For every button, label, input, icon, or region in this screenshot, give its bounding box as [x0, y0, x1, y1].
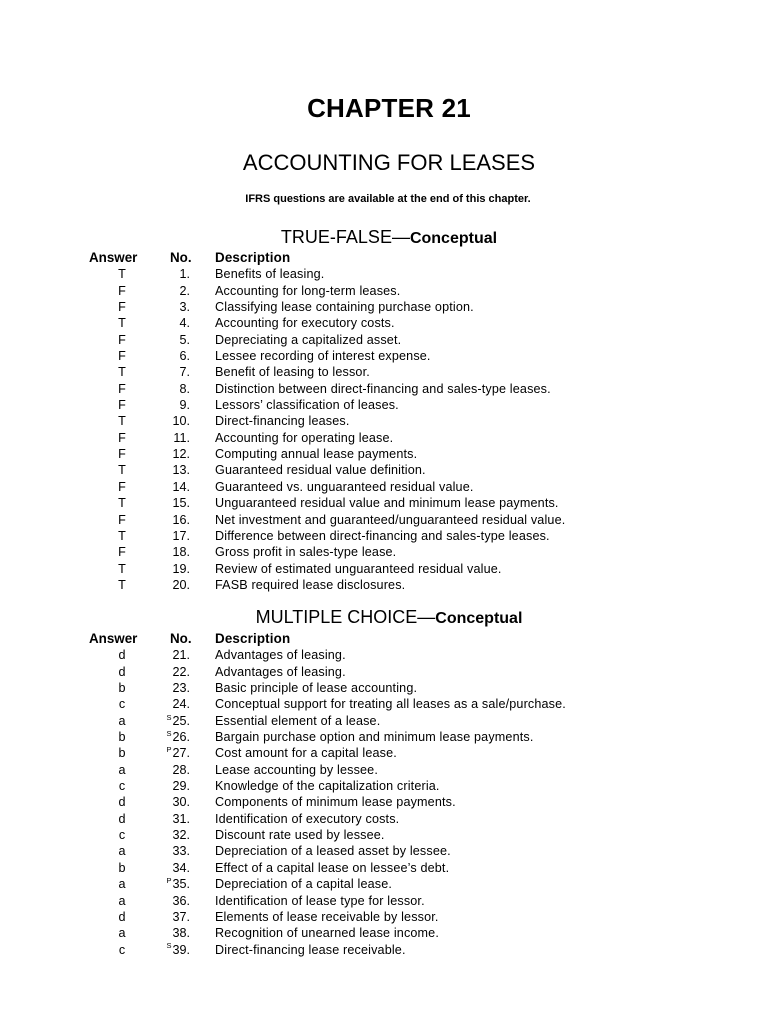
- table-row: [0, 348, 768, 364]
- description-cell: Distinction between direct-financing and sales-type leases.: [215, 381, 551, 396]
- number-cell: [150, 430, 190, 446]
- description-cell: Advantages of leasing.: [215, 648, 346, 663]
- answer-cell: F: [118, 381, 126, 396]
- number-cell: [150, 811, 190, 827]
- description-cell: Net investment and guaranteed/unguaranteed residual value.: [215, 512, 566, 527]
- number-cell: [150, 462, 190, 478]
- chapter-heading: CHAPTER 21: [307, 93, 471, 123]
- table-row: [0, 561, 768, 577]
- number-cell: [150, 680, 190, 696]
- answer-cell: d: [118, 795, 126, 810]
- description-cell: Recognition of unearned lease income.: [215, 926, 439, 941]
- description-column-header: Description: [215, 250, 291, 265]
- table-row: [0, 430, 768, 446]
- table-row: [0, 664, 768, 680]
- description-cell: Accounting for long-term leases.: [215, 283, 401, 298]
- number-value: 3.: [179, 300, 190, 315]
- table-row: [0, 680, 768, 696]
- answer-cell: d: [118, 811, 126, 826]
- description-cell: Gross profit in sales-type lease.: [215, 545, 397, 560]
- description-cell: Essential element of a lease.: [215, 713, 381, 728]
- number-value: 14.: [172, 479, 190, 494]
- description-cell: Cost amount for a capital lease.: [215, 746, 397, 761]
- table-row: [0, 315, 768, 331]
- number-value: 21.: [172, 648, 190, 663]
- number-cell: [150, 348, 190, 364]
- number-value: 22.: [172, 664, 190, 679]
- answer-column-header: Answer: [89, 250, 138, 265]
- table-row: [0, 462, 768, 478]
- table-row: [0, 397, 768, 413]
- description-cell: Guaranteed vs. unguaranteed residual value.: [215, 479, 474, 494]
- description-cell: Lease accounting by lessee.: [215, 762, 378, 777]
- table-row: [0, 495, 768, 511]
- answer-cell: a: [118, 877, 126, 892]
- description-cell: Lessee recording of interest expense.: [215, 349, 431, 364]
- table-row: [0, 283, 768, 299]
- number-cell: [150, 561, 190, 577]
- description-cell: Difference between direct-financing and sales-type leases.: [215, 528, 550, 543]
- table-row: [0, 843, 768, 859]
- table-row: [0, 413, 768, 429]
- answer-cell: T: [118, 414, 126, 429]
- description-cell: Guaranteed residual value definition.: [215, 463, 426, 478]
- number-cell: [150, 942, 190, 958]
- table-row: [0, 381, 768, 397]
- answer-cell: T: [118, 561, 126, 576]
- number-value: 17.: [172, 528, 190, 543]
- description-cell: Lessors’ classification of leases.: [215, 398, 399, 413]
- description-cell: Discount rate used by lessee.: [215, 828, 385, 843]
- answer-cell: d: [118, 909, 126, 924]
- description-cell: Depreciation of a leased asset by lessee.: [215, 844, 451, 859]
- table-header-row: [0, 631, 768, 647]
- number-cell: [150, 446, 190, 462]
- table-row: [0, 479, 768, 495]
- table-row: [0, 266, 768, 282]
- description-cell: Review of estimated unguaranteed residual value.: [215, 561, 502, 576]
- table-row: [0, 794, 768, 810]
- number-value: 19.: [172, 561, 190, 576]
- answer-cell: c: [118, 828, 126, 843]
- number-cell: [150, 364, 190, 380]
- answer-cell: c: [118, 942, 126, 957]
- description-cell: Depreciating a capitalized asset.: [215, 332, 402, 347]
- number-value: 28.: [172, 762, 190, 777]
- number-cell: [150, 794, 190, 810]
- question-mark-superscript: S: [166, 941, 172, 951]
- number-cell: [150, 647, 190, 663]
- number-cell: [150, 745, 190, 761]
- description-cell: Accounting for executory costs.: [215, 316, 395, 331]
- answer-cell: d: [118, 648, 126, 663]
- question-mark-superscript: P: [166, 745, 172, 755]
- description-cell: Depreciation of a capital lease.: [215, 877, 393, 892]
- number-cell: [150, 909, 190, 925]
- description-cell: Identification of lease type for lessor.: [215, 893, 425, 908]
- table-row: [0, 696, 768, 712]
- table-row: [0, 876, 768, 892]
- answer-cell: b: [118, 681, 126, 696]
- description-cell: Direct-financing leases.: [215, 414, 350, 429]
- table-row: [0, 332, 768, 348]
- table-row: [0, 860, 768, 876]
- answer-cell: a: [118, 762, 126, 777]
- table-row: [0, 713, 768, 729]
- description-cell: Unguaranteed residual value and minimum lease payments.: [215, 496, 559, 511]
- number-cell: [150, 479, 190, 495]
- number-value: 20.: [172, 577, 190, 592]
- number-value: 38.: [172, 926, 190, 941]
- table-row: [0, 925, 768, 941]
- table-row: [0, 778, 768, 794]
- answer-cell: F: [118, 349, 126, 364]
- table-row: [0, 446, 768, 462]
- table-row: [0, 745, 768, 761]
- number-cell: [150, 925, 190, 941]
- number-value: 1.: [179, 267, 190, 282]
- number-value: 37.: [172, 909, 190, 924]
- description-cell: Classifying lease containing purchase option.: [215, 300, 474, 315]
- number-value: 12.: [172, 447, 190, 462]
- number-value: 6.: [179, 349, 190, 364]
- table-row: [0, 512, 768, 528]
- number-cell: [150, 893, 190, 909]
- number-cell: [150, 495, 190, 511]
- table-row: [0, 942, 768, 958]
- true-false-heading-main: TRUE-FALSE—: [280, 227, 410, 247]
- number-cell: [150, 283, 190, 299]
- answer-cell: F: [118, 447, 126, 462]
- number-value: 18.: [172, 545, 190, 560]
- number-cell: [150, 696, 190, 712]
- table-row: [0, 827, 768, 843]
- answer-cell: F: [118, 479, 126, 494]
- number-cell: [150, 762, 190, 778]
- number-column-header: No.: [170, 250, 192, 265]
- table-row: [0, 893, 768, 909]
- number-cell: [150, 528, 190, 544]
- description-cell: Bargain purchase option and minimum lease payments.: [215, 730, 534, 745]
- answer-cell: a: [118, 713, 126, 728]
- description-cell: Conceptual support for treating all leases as a sale/purchase.: [215, 697, 566, 712]
- number-value: 39.: [172, 942, 190, 957]
- description-cell: Identification of executory costs.: [215, 811, 400, 826]
- multiple-choice-heading-main: MULTIPLE CHOICE—: [255, 607, 436, 627]
- answer-cell: b: [118, 860, 126, 875]
- number-value: 11.: [173, 430, 190, 445]
- answer-cell: F: [118, 430, 126, 445]
- number-cell: [150, 381, 190, 397]
- description-cell: Components of minimum lease payments.: [215, 795, 456, 810]
- answer-cell: F: [118, 300, 126, 315]
- description-cell: Effect of a capital lease on lessee’s debt.: [215, 860, 450, 875]
- true-false-heading-sub: Conceptual: [409, 230, 498, 247]
- number-cell: [150, 332, 190, 348]
- answer-cell: T: [118, 463, 126, 478]
- description-cell: Direct-financing lease receivable.: [215, 942, 406, 957]
- answer-column-header: Answer: [89, 631, 138, 646]
- number-value: 16.: [172, 512, 190, 527]
- description-cell: Benefits of leasing.: [215, 267, 325, 282]
- answer-cell: a: [118, 893, 126, 908]
- number-cell: [150, 299, 190, 315]
- number-value: 15.: [172, 496, 190, 511]
- answer-cell: F: [118, 398, 126, 413]
- description-cell: Benefit of leasing to lessor.: [215, 365, 370, 380]
- multiple-choice-heading: [0, 607, 768, 628]
- answer-cell: T: [118, 365, 126, 380]
- answer-cell: T: [118, 496, 126, 511]
- description-cell: Elements of lease receivable by lessor.: [215, 909, 439, 924]
- multiple-choice-table: [0, 631, 768, 958]
- number-cell: [150, 397, 190, 413]
- table-row: [0, 762, 768, 778]
- answer-cell: c: [118, 779, 126, 794]
- number-value: 27.: [172, 746, 190, 761]
- table-row: [0, 811, 768, 827]
- answer-cell: a: [118, 926, 126, 941]
- number-cell: [150, 413, 190, 429]
- number-cell: [150, 713, 190, 729]
- answer-cell: F: [118, 545, 126, 560]
- number-value: 35.: [172, 877, 190, 892]
- table-header-row: [0, 250, 768, 266]
- description-column-header: Description: [215, 631, 291, 646]
- number-value: 2.: [179, 283, 190, 298]
- description-cell: Advantages of leasing.: [215, 664, 346, 679]
- description-cell: Basic principle of lease accounting.: [215, 681, 418, 696]
- answer-cell: d: [118, 664, 126, 679]
- table-row: [0, 729, 768, 745]
- table-row: [0, 364, 768, 380]
- number-value: 36.: [172, 893, 190, 908]
- number-value: 31.: [172, 811, 190, 826]
- description-cell: FASB required lease disclosures.: [215, 577, 406, 592]
- number-value: 5.: [179, 332, 190, 347]
- number-value: 8.: [179, 381, 190, 396]
- chapter-title: ACCOUNTING FOR LEASES: [242, 150, 536, 175]
- number-value: 26.: [172, 730, 190, 745]
- answer-cell: F: [118, 512, 126, 527]
- true-false-rows: [0, 266, 768, 593]
- answer-cell: T: [118, 577, 126, 592]
- multiple-choice-rows: [0, 647, 768, 958]
- description-cell: Computing annual lease payments.: [215, 447, 418, 462]
- number-value: 34.: [172, 860, 190, 875]
- answer-cell: T: [118, 267, 126, 282]
- number-cell: [150, 860, 190, 876]
- answer-cell: b: [118, 746, 126, 761]
- number-cell: [150, 827, 190, 843]
- question-mark-superscript: P: [166, 875, 172, 885]
- answer-cell: F: [118, 332, 126, 347]
- number-cell: [150, 512, 190, 528]
- number-value: 30.: [172, 795, 190, 810]
- table-row: [0, 299, 768, 315]
- answer-cell: c: [118, 697, 126, 712]
- answer-cell: a: [118, 844, 126, 859]
- answer-cell: T: [118, 528, 126, 543]
- number-value: 23.: [172, 681, 190, 696]
- number-cell: [150, 315, 190, 331]
- number-value: 4.: [179, 316, 190, 331]
- number-value: 7.: [179, 365, 190, 380]
- multiple-choice-heading-sub: Conceptual: [435, 610, 523, 627]
- number-value: 13.: [172, 463, 190, 478]
- number-value: 25.: [172, 713, 190, 728]
- number-cell: [150, 544, 190, 560]
- number-value: 9.: [179, 398, 190, 413]
- table-row: [0, 544, 768, 560]
- ifrs-note: IFRS questions are available at the end of this chapter.: [245, 193, 531, 205]
- true-false-table: [0, 250, 768, 593]
- question-mark-superscript: S: [166, 712, 172, 722]
- number-cell: [150, 729, 190, 745]
- number-cell: [150, 664, 190, 680]
- question-mark-superscript: S: [166, 728, 172, 738]
- number-cell: [150, 843, 190, 859]
- number-value: 32.: [172, 828, 190, 843]
- number-value: 10.: [172, 414, 190, 429]
- table-row: [0, 647, 768, 663]
- description-cell: Accounting for operating lease.: [215, 430, 394, 445]
- number-cell: [150, 778, 190, 794]
- number-value: 29.: [172, 779, 190, 794]
- description-cell: Knowledge of the capitalization criteria.: [215, 779, 440, 794]
- true-false-heading: [0, 227, 768, 248]
- table-row: [0, 577, 768, 593]
- answer-cell: T: [118, 316, 126, 331]
- table-row: [0, 528, 768, 544]
- answer-cell: F: [118, 283, 126, 298]
- number-value: 24.: [172, 697, 190, 712]
- answer-cell: b: [118, 730, 126, 745]
- number-value: 33.: [172, 844, 190, 859]
- number-cell: [150, 577, 190, 593]
- number-cell: [150, 876, 190, 892]
- number-column-header: No.: [170, 631, 192, 646]
- table-row: [0, 909, 768, 925]
- number-cell: [150, 266, 190, 282]
